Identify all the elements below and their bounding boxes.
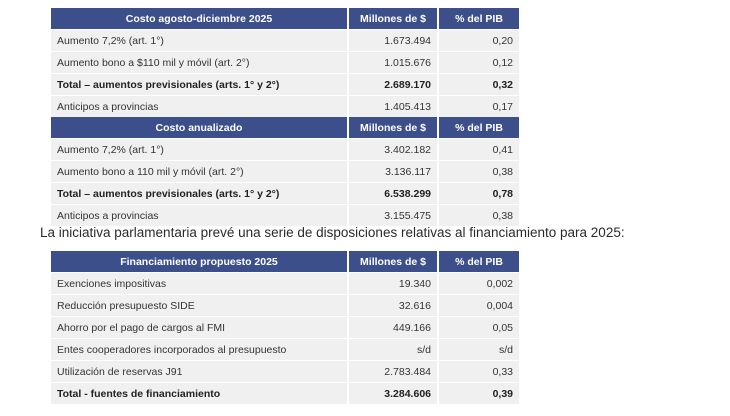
table-row (51, 96, 519, 118)
cost-aug-dec-2025-table (51, 8, 519, 118)
table-header-row (51, 117, 519, 139)
row-label: Aumento bono a $110 mil y móvil (art. 2°) (51, 52, 348, 74)
row-gdp: 0,20 (438, 30, 519, 52)
row-label: Entes cooperadores incorporados al presupuesto (51, 339, 348, 361)
row-millions: 1.673.494 (348, 30, 438, 52)
header-concept: Costo agosto-diciembre 2025 (51, 8, 348, 30)
row-gdp: 0,12 (438, 52, 519, 74)
row-gdp: 0,38 (438, 205, 519, 227)
row-millions: 3.402.182 (348, 139, 438, 161)
table-row (51, 273, 519, 295)
table-row (51, 139, 519, 161)
cost-annualized-table (51, 117, 519, 227)
row-label: Anticipos a provincias (51, 205, 348, 227)
row-label: Utilización de reservas J91 (51, 361, 348, 383)
table-row (51, 295, 519, 317)
row-gdp: 0,78 (438, 183, 519, 205)
table-row (51, 205, 519, 227)
row-millions: 19.340 (348, 273, 438, 295)
row-gdp: 0,32 (438, 74, 519, 96)
table-row (51, 339, 519, 361)
row-millions: 3.136.117 (348, 161, 438, 183)
total-row (51, 74, 519, 96)
row-millions: 32.616 (348, 295, 438, 317)
row-millions: 6.538.299 (348, 183, 438, 205)
header-gdp: % del PIB (438, 117, 519, 139)
header-millions: Millones de $ (348, 8, 438, 30)
table-row (51, 30, 519, 52)
row-millions: 449.166 (348, 317, 438, 339)
row-label: Total - fuentes de financiamiento (51, 383, 348, 405)
row-millions: 3.155.475 (348, 205, 438, 227)
row-gdp: 0,41 (438, 139, 519, 161)
table-row (51, 317, 519, 339)
total-row (51, 383, 519, 405)
header-gdp: % del PIB (438, 8, 519, 30)
financing-2025-table (51, 251, 519, 405)
table-header-row (51, 8, 519, 30)
header-concept: Financiamiento propuesto 2025 (51, 251, 348, 273)
header-millions: Millones de $ (348, 117, 438, 139)
intro-paragraph: La iniciativa parlamentaria prevé una serie de disposiciones relativas al financiamiento para 2025: (40, 225, 625, 240)
row-millions: 2.689.170 (348, 74, 438, 96)
header-gdp: % del PIB (438, 251, 519, 273)
row-label: Anticipos a provincias (51, 96, 348, 118)
row-gdp: 0,004 (438, 295, 519, 317)
row-gdp: 0,17 (438, 96, 519, 118)
row-gdp: 0,05 (438, 317, 519, 339)
row-label: Aumento 7,2% (art. 1°) (51, 139, 348, 161)
header-concept: Costo anualizado (51, 117, 348, 139)
total-row (51, 183, 519, 205)
row-gdp: s/d (438, 339, 519, 361)
row-gdp: 0,33 (438, 361, 519, 383)
row-millions: 2.783.484 (348, 361, 438, 383)
row-gdp: 0,38 (438, 161, 519, 183)
row-label: Aumento bono a 110 mil y móvil (art. 2°) (51, 161, 348, 183)
table-header-row (51, 251, 519, 273)
table-row (51, 52, 519, 74)
row-gdp: 0,002 (438, 273, 519, 295)
row-gdp: 0,39 (438, 383, 519, 405)
row-label: Reducción presupuesto SIDE (51, 295, 348, 317)
row-label: Aumento 7,2% (art. 1°) (51, 30, 348, 52)
row-millions: 1.015.676 (348, 52, 438, 74)
row-label: Exenciones impositivas (51, 273, 348, 295)
row-label: Ahorro por el pago de cargos al FMI (51, 317, 348, 339)
table-row (51, 161, 519, 183)
row-millions: s/d (348, 339, 438, 361)
row-label: Total – aumentos previsionales (arts. 1° y 2°) (51, 74, 348, 96)
table-row (51, 361, 519, 383)
row-millions: 3.284.606 (348, 383, 438, 405)
header-millions: Millones de $ (348, 251, 438, 273)
row-millions: 1.405.413 (348, 96, 438, 118)
row-label: Total – aumentos previsionales (arts. 1° y 2°) (51, 183, 348, 205)
